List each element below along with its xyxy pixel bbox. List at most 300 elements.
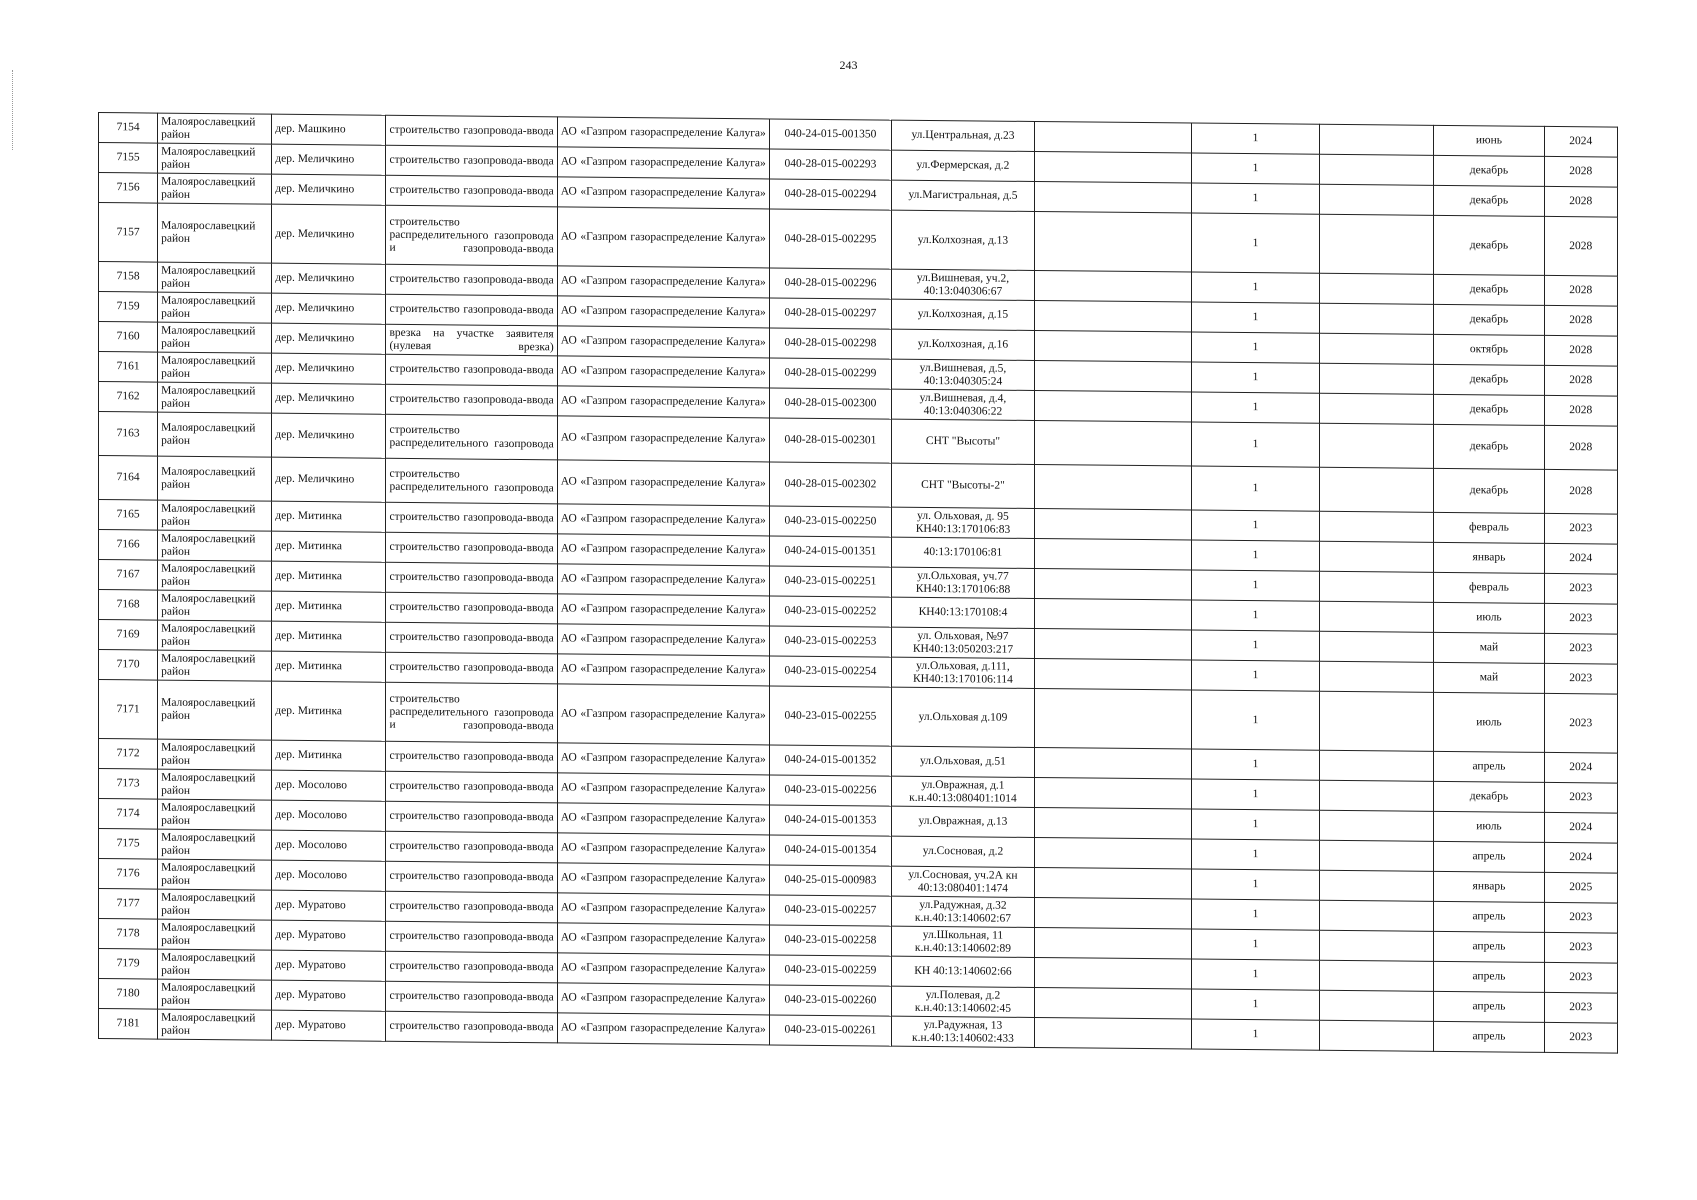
month-cell: январь: [1434, 542, 1544, 573]
row-number: 7162: [99, 382, 158, 413]
project-code-cell: 040-23-015-002257: [769, 895, 891, 926]
organization-cell: АО «Газпром газораспределение Калуга»: [557, 803, 769, 835]
month-cell: декабрь: [1434, 274, 1544, 305]
village-cell: дер. Муратово: [272, 1010, 386, 1041]
village-cell: дер. Муратово: [272, 920, 386, 951]
district-cell: Малоярославецкий район: [158, 412, 272, 457]
empty-cell: [1320, 601, 1434, 632]
empty-cell: [1034, 568, 1191, 600]
empty-cell: [1320, 511, 1434, 542]
work-type-cell: строительство газопровода-ввода: [386, 264, 557, 296]
district-cell: Малоярославецкий район: [158, 203, 272, 263]
address-cell: ул.Радужная, д.32 к.н.40:13:140602:67: [892, 896, 1035, 927]
empty-cell: [1320, 780, 1434, 811]
quantity-cell: 1: [1191, 466, 1319, 511]
empty-cell: [1320, 840, 1434, 871]
address-cell: ул.Школьная, 11 к.н.40:13:140602:89: [892, 926, 1035, 957]
quantity-cell: 1: [1191, 779, 1319, 810]
row-number: 7160: [99, 322, 158, 353]
month-cell: декабрь: [1434, 185, 1544, 216]
address-cell: ул.Колхозная, д.13: [892, 210, 1035, 270]
work-type-cell: строительство газопровода-ввода: [386, 502, 557, 534]
year-cell: 2023: [1544, 1022, 1617, 1053]
address-cell: ул.Овражная, д.13: [892, 806, 1035, 837]
quantity-cell: 1: [1191, 839, 1319, 870]
quantity-cell: 1: [1191, 959, 1319, 990]
district-cell: Малоярославецкий район: [158, 919, 272, 950]
quantity-cell: 1: [1191, 749, 1319, 780]
address-cell: 40:13:170106:81: [892, 537, 1035, 568]
village-cell: дер. Митинка: [272, 740, 386, 771]
year-cell: 2023: [1544, 782, 1617, 813]
year-cell: 2028: [1544, 365, 1617, 396]
village-cell: дер. Митинка: [272, 591, 386, 622]
row-number: 7179: [99, 949, 158, 980]
project-code-cell: 040-23-015-002251: [769, 566, 891, 597]
empty-cell: [1320, 333, 1434, 364]
quantity-cell: 1: [1191, 1019, 1319, 1050]
year-cell: 2028: [1544, 216, 1617, 276]
village-cell: дер. Меличкино: [272, 174, 386, 205]
empty-cell: [1034, 390, 1191, 422]
organization-cell: АО «Газпром газораспределение Калуга»: [557, 773, 769, 805]
organization-cell: АО «Газпром газораспределение Калуга»: [557, 416, 769, 462]
village-cell: дер. Мосолово: [272, 830, 386, 861]
village-cell: дер. Митинка: [272, 621, 386, 652]
village-cell: дер. Митинка: [272, 561, 386, 592]
quantity-cell: 1: [1191, 510, 1319, 541]
organization-cell: АО «Газпром газораспределение Калуга»: [557, 743, 769, 775]
address-cell: КН 40:13:140602:66: [892, 956, 1035, 987]
work-type-cell: строительство газопровода-ввода: [386, 562, 557, 594]
work-type-cell: строительство газопровода-ввода: [386, 741, 557, 773]
year-cell: 2028: [1544, 275, 1617, 306]
district-cell: Малоярославецкий район: [158, 352, 272, 383]
empty-cell: [1320, 661, 1434, 692]
empty-cell: [1034, 508, 1191, 540]
empty-cell: [1320, 541, 1434, 572]
village-cell: дер. Муратово: [272, 890, 386, 921]
work-type-cell: строительство газопровода-ввода: [386, 861, 557, 893]
quantity-cell: 1: [1191, 540, 1319, 571]
project-code-cell: 040-23-015-002254: [769, 656, 891, 687]
organization-cell: АО «Газпром газораспределение Калуга»: [557, 564, 769, 596]
row-number: 7158: [99, 262, 158, 293]
district-cell: Малоярославецкий район: [158, 500, 272, 531]
project-code-cell: 040-23-015-002256: [769, 775, 891, 806]
quantity-cell: 1: [1191, 392, 1319, 423]
address-cell: ул.Магистральная, д.5: [892, 180, 1035, 211]
work-type-cell: строительство газопровода-ввода: [386, 622, 557, 654]
organization-cell: АО «Газпром газораспределение Калуга»: [557, 983, 769, 1015]
organization-cell: АО «Газпром газораспределение Калуга»: [557, 684, 769, 745]
project-code-cell: 040-23-015-002253: [769, 626, 891, 657]
organization-cell: АО «Газпром газораспределение Калуга»: [557, 296, 769, 328]
empty-cell: [1034, 330, 1191, 362]
address-cell: ул.Центральная, д.23: [892, 120, 1035, 151]
empty-cell: [1034, 420, 1191, 466]
quantity-cell: 1: [1191, 213, 1319, 273]
row-number: 7156: [99, 173, 158, 204]
quantity-cell: 1: [1191, 929, 1319, 960]
district-cell: Малоярославецкий район: [158, 949, 272, 980]
empty-cell: [1320, 810, 1434, 841]
work-type-cell: строительство газопровода-ввода: [386, 951, 557, 983]
year-cell: 2024: [1544, 543, 1617, 574]
year-cell: 2023: [1544, 992, 1617, 1023]
village-cell: дер. Машкино: [272, 114, 386, 145]
row-number: 7161: [99, 352, 158, 383]
year-cell: 2023: [1544, 603, 1617, 634]
address-cell: ул. Ольховая, №97 КН40:13:050203:217: [892, 627, 1035, 658]
organization-cell: АО «Газпром газораспределение Калуга»: [557, 1013, 769, 1045]
district-cell: Малоярославецкий район: [158, 322, 272, 353]
village-cell: дер. Меличкино: [272, 204, 386, 264]
project-code-cell: 040-28-015-002295: [769, 209, 891, 269]
year-cell: 2023: [1544, 693, 1617, 753]
organization-cell: АО «Газпром газораспределение Калуга»: [557, 504, 769, 536]
address-cell: ул.Ольховая, д.111, КН40:13:170106:114: [892, 657, 1035, 688]
district-cell: Малоярославецкий район: [158, 173, 272, 204]
empty-cell: [1320, 631, 1434, 662]
district-cell: Малоярославецкий район: [158, 590, 272, 621]
year-cell: 2023: [1544, 663, 1617, 694]
row-number: 7159: [99, 292, 158, 323]
row-number: 7172: [99, 739, 158, 770]
empty-cell: [1320, 214, 1434, 274]
work-type-cell: строительство газопровода-ввода: [386, 115, 557, 147]
empty-cell: [1034, 181, 1191, 213]
quantity-cell: 1: [1191, 362, 1319, 393]
address-cell: ул.Сосновая, уч.2А кн 40:13:080401:1474: [892, 866, 1035, 897]
empty-cell: [1320, 184, 1434, 215]
month-cell: январь: [1434, 871, 1544, 902]
empty-cell: [1320, 750, 1434, 781]
gas-connection-register-table: [98, 112, 1618, 1054]
village-cell: дер. Меличкино: [272, 323, 386, 354]
year-cell: 2023: [1544, 932, 1617, 963]
project-code-cell: 040-23-015-002260: [769, 985, 891, 1016]
district-cell: Малоярославецкий район: [158, 113, 272, 144]
year-cell: 2024: [1544, 126, 1617, 157]
project-code-cell: 040-28-015-002302: [769, 462, 891, 507]
row-number: 7171: [99, 680, 158, 740]
quantity-cell: 1: [1191, 600, 1319, 631]
organization-cell: АО «Газпром газораспределение Калуга»: [557, 863, 769, 895]
address-cell: ул.Вишневая, д.4, 40:13:040306:22: [892, 389, 1035, 420]
organization-cell: АО «Газпром газораспределение Калуга»: [557, 923, 769, 955]
row-number: 7176: [99, 859, 158, 890]
work-type-cell: строительство газопровода-ввода: [386, 532, 557, 564]
work-type-cell: строительство распределительного газопровода: [386, 458, 557, 504]
month-cell: апрель: [1434, 961, 1544, 992]
month-cell: апрель: [1434, 841, 1544, 872]
month-cell: декабрь: [1434, 781, 1544, 812]
empty-cell: [1320, 363, 1434, 394]
empty-cell: [1320, 571, 1434, 602]
address-cell: ул.Ольховая, уч.77 КН40:13:170106:88: [892, 567, 1035, 598]
empty-cell: [1034, 658, 1191, 690]
empty-cell: [1320, 467, 1434, 512]
year-cell: 2028: [1544, 335, 1617, 366]
month-cell: декабрь: [1434, 215, 1544, 275]
row-number: 7166: [99, 530, 158, 561]
organization-cell: АО «Газпром газораспределение Калуга»: [557, 326, 769, 358]
village-cell: дер. Меличкино: [272, 353, 386, 384]
village-cell: дер. Меличкино: [272, 144, 386, 175]
organization-cell: АО «Газпром газораспределение Калуга»: [557, 386, 769, 418]
month-cell: июль: [1434, 602, 1544, 633]
empty-cell: [1320, 960, 1434, 991]
address-cell: СНТ "Высоты": [892, 419, 1035, 464]
row-number: 7181: [99, 1009, 158, 1040]
year-cell: 2028: [1544, 186, 1617, 217]
month-cell: июль: [1434, 811, 1544, 842]
quantity-cell: 1: [1191, 809, 1319, 840]
quantity-cell: 1: [1191, 899, 1319, 930]
month-cell: декабрь: [1434, 468, 1544, 513]
address-cell: ул.Колхозная, д.16: [892, 329, 1035, 360]
project-code-cell: 040-23-015-002250: [769, 506, 891, 537]
district-cell: Малоярославецкий район: [158, 292, 272, 323]
empty-cell: [1034, 598, 1191, 630]
work-type-cell: строительство газопровода-ввода: [386, 592, 557, 624]
district-cell: Малоярославецкий район: [158, 769, 272, 800]
row-number: 7163: [99, 412, 158, 457]
quantity-cell: 1: [1191, 302, 1319, 333]
month-cell: октябрь: [1434, 334, 1544, 365]
work-type-cell: строительство газопровода-ввода: [386, 801, 557, 833]
organization-cell: АО «Газпром газораспределение Калуга»: [557, 207, 769, 268]
village-cell: дер. Митинка: [272, 501, 386, 532]
village-cell: дер. Меличкино: [272, 413, 386, 458]
row-number: 7168: [99, 590, 158, 621]
village-cell: дер. Митинка: [272, 651, 386, 682]
address-cell: ул.Радужная, 13 к.н.40:13:140602:433: [892, 1016, 1035, 1047]
address-cell: ул.Полевая, д.2 к.н.40:13:140602:45: [892, 986, 1035, 1017]
year-cell: 2024: [1544, 752, 1617, 783]
project-code-cell: 040-23-015-002259: [769, 955, 891, 986]
work-type-cell: строительство газопровода-ввода: [386, 1011, 557, 1043]
row-number: 7174: [99, 799, 158, 830]
month-cell: май: [1434, 662, 1544, 693]
quantity-cell: 1: [1191, 630, 1319, 661]
work-type-cell: строительство газопровода-ввода: [386, 921, 557, 953]
village-cell: дер. Меличкино: [272, 293, 386, 324]
project-code-cell: 040-23-015-002252: [769, 596, 891, 627]
project-code-cell: 040-28-015-002296: [769, 268, 891, 299]
address-cell: КН40:13:170108:4: [892, 597, 1035, 628]
quantity-cell: 1: [1191, 153, 1319, 184]
quantity-cell: 1: [1191, 660, 1319, 691]
district-cell: Малоярославецкий район: [158, 979, 272, 1010]
district-cell: Малоярославецкий район: [158, 829, 272, 860]
quantity-cell: 1: [1191, 183, 1319, 214]
empty-cell: [1034, 464, 1191, 510]
project-code-cell: 040-24-015-001351: [769, 536, 891, 567]
empty-cell: [1320, 154, 1434, 185]
quantity-cell: 1: [1191, 332, 1319, 363]
row-number: 7180: [99, 979, 158, 1010]
quantity-cell: 1: [1191, 272, 1319, 303]
organization-cell: АО «Газпром газораспределение Калуга»: [557, 893, 769, 925]
empty-cell: [1034, 837, 1191, 869]
work-type-cell: строительство газопровода-ввода: [386, 175, 557, 207]
empty-cell: [1034, 628, 1191, 660]
empty-cell: [1034, 211, 1191, 272]
organization-cell: АО «Газпром газораспределение Калуга»: [557, 117, 769, 149]
empty-cell: [1320, 691, 1434, 751]
empty-cell: [1320, 303, 1434, 334]
district-cell: Малоярославецкий район: [158, 739, 272, 770]
district-cell: Малоярославецкий район: [158, 382, 272, 413]
month-cell: декабрь: [1434, 394, 1544, 425]
empty-cell: [1320, 124, 1434, 155]
row-number: 7167: [99, 560, 158, 591]
district-cell: Малоярославецкий район: [158, 889, 272, 920]
work-type-cell: строительство газопровода-ввода: [386, 771, 557, 803]
quantity-cell: 1: [1191, 869, 1319, 900]
work-type-cell: строительство газопровода-ввода: [386, 652, 557, 684]
district-cell: Малоярославецкий район: [158, 560, 272, 591]
district-cell: Малоярославецкий район: [158, 530, 272, 561]
month-cell: апрель: [1434, 751, 1544, 782]
year-cell: 2023: [1544, 573, 1617, 604]
month-cell: февраль: [1434, 512, 1544, 543]
month-cell: апрель: [1434, 901, 1544, 932]
work-type-cell: строительство газопровода-ввода: [386, 831, 557, 863]
register-rows: [99, 113, 1618, 1054]
work-type-cell: строительство распределительного газопровода и газопровода-ввода: [386, 205, 557, 266]
district-cell: Малоярославецкий район: [158, 650, 272, 681]
row-number: 7170: [99, 650, 158, 681]
year-cell: 2025: [1544, 872, 1617, 903]
row-number: 7175: [99, 829, 158, 860]
row-number: 7157: [99, 203, 158, 263]
empty-cell: [1320, 930, 1434, 961]
quantity-cell: 1: [1191, 690, 1319, 750]
organization-cell: АО «Газпром газораспределение Калуга»: [557, 534, 769, 566]
project-code-cell: 040-28-015-002301: [769, 418, 891, 463]
empty-cell: [1034, 747, 1191, 779]
year-cell: 2024: [1544, 842, 1617, 873]
month-cell: февраль: [1434, 572, 1544, 603]
organization-cell: АО «Газпром газораспределение Калуга»: [557, 356, 769, 388]
project-code-cell: 040-23-015-002261: [769, 1015, 891, 1046]
organization-cell: АО «Газпром газораспределение Калуга»: [557, 266, 769, 298]
year-cell: 2024: [1544, 812, 1617, 843]
empty-cell: [1034, 777, 1191, 809]
project-code-cell: 040-24-015-001353: [769, 805, 891, 836]
work-type-cell: строительство газопровода-ввода: [386, 354, 557, 386]
village-cell: дер. Мосолово: [272, 770, 386, 801]
empty-cell: [1034, 987, 1191, 1019]
district-cell: Малоярославецкий район: [158, 799, 272, 830]
address-cell: ул.Ольховая, д.51: [892, 746, 1035, 777]
project-code-cell: 040-25-015-000983: [769, 865, 891, 896]
address-cell: ул.Сосновая, д.2: [892, 836, 1035, 867]
organization-cell: АО «Газпром газораспределение Калуга»: [557, 177, 769, 209]
scan-margin-marks: [12, 70, 17, 150]
row-number: 7165: [99, 500, 158, 531]
month-cell: июль: [1434, 692, 1544, 752]
page-number: 243: [839, 58, 858, 72]
village-cell: дер. Митинка: [272, 531, 386, 562]
year-cell: 2028: [1544, 305, 1617, 336]
district-cell: Малоярославецкий район: [158, 859, 272, 890]
work-type-cell: строительство распределительного газопровода: [386, 414, 557, 460]
row-number: 7178: [99, 919, 158, 950]
year-cell: 2023: [1544, 962, 1617, 993]
organization-cell: АО «Газпром газораспределение Калуга»: [557, 654, 769, 686]
quantity-cell: 1: [1191, 422, 1319, 467]
month-cell: май: [1434, 632, 1544, 663]
empty-cell: [1320, 423, 1434, 468]
address-cell: ул.Колхозная, д.15: [892, 299, 1035, 330]
row-number: 7154: [99, 113, 158, 144]
empty-cell: [1034, 538, 1191, 570]
organization-cell: АО «Газпром газораспределение Калуга»: [557, 953, 769, 985]
quantity-cell: 1: [1191, 123, 1319, 154]
empty-cell: [1034, 121, 1191, 153]
district-cell: Малоярославецкий район: [158, 262, 272, 293]
month-cell: декабрь: [1434, 155, 1544, 186]
quantity-cell: 1: [1191, 989, 1319, 1020]
year-cell: 2023: [1544, 513, 1617, 544]
organization-cell: АО «Газпром газораспределение Калуга»: [557, 460, 769, 506]
village-cell: дер. Муратово: [272, 980, 386, 1011]
organization-cell: АО «Газпром газораспределение Калуга»: [557, 594, 769, 626]
work-type-cell: строительство газопровода-ввода: [386, 145, 557, 177]
village-cell: дер. Муратово: [272, 950, 386, 981]
row-number: 7169: [99, 620, 158, 651]
empty-cell: [1034, 1017, 1191, 1049]
village-cell: дер. Меличкино: [272, 263, 386, 294]
district-cell: Малоярославецкий район: [158, 680, 272, 740]
empty-cell: [1034, 688, 1191, 749]
empty-cell: [1034, 151, 1191, 183]
month-cell: июнь: [1434, 125, 1544, 156]
project-code-cell: 040-28-015-002299: [769, 358, 891, 389]
work-type-cell: строительство газопровода-ввода: [386, 384, 557, 416]
year-cell: 2028: [1544, 425, 1617, 470]
month-cell: декабрь: [1434, 304, 1544, 335]
project-code-cell: 040-28-015-002298: [769, 328, 891, 359]
project-code-cell: 040-23-015-002255: [769, 686, 891, 746]
empty-cell: [1034, 897, 1191, 929]
address-cell: ул.Вишневая, д.5, 40:13:040305:24: [892, 359, 1035, 390]
project-code-cell: 040-28-015-002297: [769, 298, 891, 329]
empty-cell: [1320, 1020, 1434, 1051]
empty-cell: [1034, 957, 1191, 989]
row-number: 7164: [99, 456, 158, 501]
empty-cell: [1034, 300, 1191, 332]
project-code-cell: 040-24-015-001350: [769, 119, 891, 150]
empty-cell: [1320, 870, 1434, 901]
district-cell: Малоярославецкий район: [158, 143, 272, 174]
district-cell: Малоярославецкий район: [158, 1009, 272, 1040]
organization-cell: АО «Газпром газораспределение Калуга»: [557, 147, 769, 179]
village-cell: дер. Меличкино: [272, 457, 386, 502]
empty-cell: [1320, 273, 1434, 304]
row-number: 7177: [99, 889, 158, 920]
quantity-cell: 1: [1191, 570, 1319, 601]
month-cell: апрель: [1434, 931, 1544, 962]
address-cell: ул.Овражная, д.1 к.н.40:13:080401:1014: [892, 776, 1035, 807]
empty-cell: [1320, 393, 1434, 424]
address-cell: ул.Фермерская, д.2: [892, 150, 1035, 181]
empty-cell: [1034, 360, 1191, 392]
